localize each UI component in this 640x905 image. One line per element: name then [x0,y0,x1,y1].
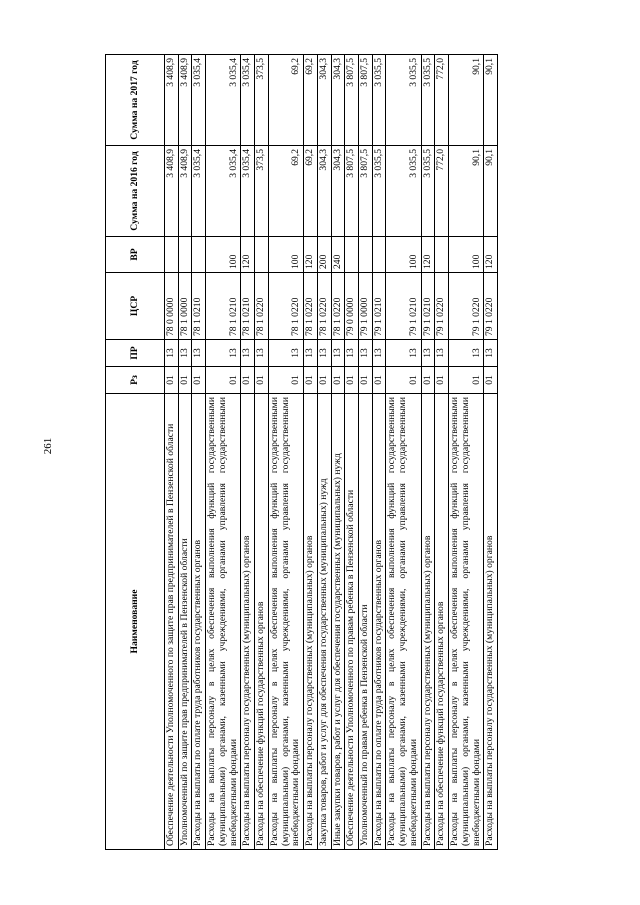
cell-sum-2016: 373,5 [255,146,269,237]
table-row [331,55,345,850]
cell-sum-2016: 304,3 [317,146,331,237]
cell-csr: 78 1 0220 [304,273,318,340]
cell-sum-2016: 3 035,4 [241,146,255,237]
cell-name: Расходы на выплаты персоналу в целях обеспечения выполнения функций государственными (муниципальными) органами, казенными учреждениями, органами управления государственными внебюджетными фондами [386,394,421,850]
cell-rz: 01 [268,367,303,394]
cell-name: Расходы на выплаты персоналу государственных (муниципальных) органов [484,394,498,850]
budget-table [105,54,498,850]
cell-vr: 200 [317,237,331,273]
table-row [359,55,373,850]
cell-csr: 78 1 0220 [331,273,345,340]
cell-vr: 120 [241,237,255,273]
cell-pr: 13 [372,340,386,367]
cell-vr: 120 [484,237,498,273]
cell-pr: 13 [255,340,269,367]
cell-pr: 13 [304,340,318,367]
cell-csr: 79 1 0210 [372,273,386,340]
cell-vr: 100 [268,237,303,273]
cell-name: Расходы на выплаты персоналу государственных (муниципальных) органов [421,394,435,850]
cell-rz: 01 [372,367,386,394]
cell-sum-2017: 3 035,4 [241,55,255,146]
cell-name: Обеспечение деятельности Уполномоченного по защите прав предпринимателей в Пензенской области [165,394,179,850]
cell-name: Уполномоченный по правам ребенка в Пензенской области [359,394,373,850]
cell-csr: 79 1 0220 [484,273,498,340]
table-row [345,55,359,850]
table-row [484,55,498,850]
cell-rz: 01 [359,367,373,394]
cell-sum-2017: 3 035,5 [372,55,386,146]
cell-csr: 79 1 0220 [435,273,449,340]
cell-csr: 78 1 0210 [192,273,206,340]
cell-sum-2016: 3 408,9 [165,146,179,237]
cell-vr: 100 [386,237,421,273]
cell-rz: 01 [206,367,241,394]
cell-sum-2016: 3 807,5 [359,146,373,237]
cell-name: Расходы на выплаты персоналу в целях обеспечения выполнения функций государственными (муниципальными) органами, казенными учреждениями, органами управления государственными внебюджетными фондами [449,394,484,850]
cell-csr: 78 1 0210 [241,273,255,340]
cell-rz: 01 [484,367,498,394]
cell-vr: 120 [421,237,435,273]
cell-name: Расходы на обеспечение функций государственных органов [255,394,269,850]
header-csr: ЦСР [106,273,165,340]
cell-sum-2017: 3 035,5 [386,55,421,146]
cell-csr: 79 1 0210 [386,273,421,340]
cell-sum-2016: 304,3 [331,146,345,237]
table-row [255,55,269,850]
table-row [317,55,331,850]
cell-name: Расходы на выплаты персоналу государственных (муниципальных) органов [241,394,255,850]
cell-sum-2016: 3 035,5 [372,146,386,237]
cell-vr [345,237,359,273]
cell-rz: 01 [192,367,206,394]
cell-rz: 01 [331,367,345,394]
cell-sum-2017: 772,0 [435,55,449,146]
table-row [206,55,241,850]
table-row [304,55,318,850]
table-row [386,55,421,850]
cell-rz: 01 [435,367,449,394]
cell-csr: 78 1 0210 [206,273,241,340]
cell-pr: 13 [268,340,303,367]
cell-csr: 79 1 0220 [449,273,484,340]
cell-pr: 13 [317,340,331,367]
header-name: Наименование [106,394,165,850]
cell-name: Расходы на выплаты персоналу в целях обеспечения выполнения функций государственными (муниципальными) органами, казенными учреждениями, органами управления государственными внебюджетными фондами [206,394,241,850]
cell-sum-2017: 3 807,5 [345,55,359,146]
cell-name: Расходы на выплаты персоналу в целях обеспечения выполнения функций государственными (муниципальными) органами, казенными учреждениями, органами управления государственными внебюджетными фондами [268,394,303,850]
cell-name: Расходы на выплаты по оплате труда работников государственных органов [192,394,206,850]
cell-sum-2017: 3 807,5 [359,55,373,146]
cell-vr: 100 [206,237,241,273]
cell-sum-2017: 304,3 [331,55,345,146]
table-body [165,55,498,850]
cell-sum-2017: 304,3 [317,55,331,146]
cell-sum-2016: 90,1 [449,146,484,237]
cell-sum-2017: 3 035,4 [192,55,206,146]
header-rz: Рз [106,367,165,394]
cell-vr [192,237,206,273]
cell-pr: 13 [386,340,421,367]
header-vr: ВР [106,237,165,273]
cell-pr: 13 [345,340,359,367]
cell-name: Расходы на обеспечение функций государственных органов [435,394,449,850]
cell-sum-2016: 3 035,4 [206,146,241,237]
cell-vr [165,237,179,273]
cell-csr: 78 1 0220 [255,273,269,340]
cell-csr: 78 0 0000 [165,273,179,340]
table-row [268,55,303,850]
cell-csr: 79 1 0000 [359,273,373,340]
table-row [421,55,435,850]
cell-sum-2016: 3 035,5 [421,146,435,237]
header-sum-2016: Сумма на 2016 год [106,146,165,237]
cell-vr: 240 [331,237,345,273]
cell-sum-2016: 3 035,4 [192,146,206,237]
cell-pr: 13 [206,340,241,367]
cell-pr: 13 [484,340,498,367]
cell-sum-2017: 3 408,9 [178,55,192,146]
table-row [435,55,449,850]
cell-sum-2016: 69,2 [304,146,318,237]
cell-sum-2016: 90,1 [484,146,498,237]
cell-sum-2017: 3 035,5 [421,55,435,146]
cell-sum-2017: 69,2 [268,55,303,146]
header-sum-2017: Сумма на 2017 год [106,55,165,146]
header-pr: ПР [106,340,165,367]
cell-vr: 100 [449,237,484,273]
cell-vr [255,237,269,273]
cell-pr: 13 [165,340,179,367]
cell-name: Закупка товаров, работ и услуг для обеспечения государственных (муниципальных) нужд [317,394,331,850]
table-row [178,55,192,850]
cell-rz: 01 [255,367,269,394]
cell-sum-2017: 90,1 [449,55,484,146]
table-row [192,55,206,850]
table-row [241,55,255,850]
cell-csr: 78 1 0000 [178,273,192,340]
cell-vr [372,237,386,273]
cell-sum-2016: 3 807,5 [345,146,359,237]
cell-rz: 01 [345,367,359,394]
cell-pr: 13 [435,340,449,367]
cell-pr: 13 [421,340,435,367]
cell-rz: 01 [304,367,318,394]
cell-sum-2016: 3 035,5 [386,146,421,237]
cell-vr: 120 [304,237,318,273]
cell-sum-2017: 69,2 [304,55,318,146]
cell-name: Расходы на выплаты по оплате труда работников государственных органов [372,394,386,850]
cell-pr: 13 [178,340,192,367]
cell-pr: 13 [359,340,373,367]
cell-pr: 13 [449,340,484,367]
cell-rz: 01 [241,367,255,394]
table-row [165,55,179,850]
cell-sum-2017: 3 408,9 [165,55,179,146]
cell-name: Иные закупки товаров, работ и услуг для обеспечения государственных (муниципальных) нужд [331,394,345,850]
cell-vr [359,237,373,273]
cell-csr: 79 1 0210 [421,273,435,340]
cell-sum-2017: 90,1 [484,55,498,146]
cell-sum-2016: 3 408,9 [178,146,192,237]
cell-csr: 79 0 0000 [345,273,359,340]
cell-name: Уполномоченный по защите прав предпринимателей в Пензенской области [178,394,192,850]
cell-rz: 01 [178,367,192,394]
table-header-row [106,55,165,850]
cell-pr: 13 [331,340,345,367]
cell-sum-2016: 69,2 [268,146,303,237]
cell-name: Обеспечение деятельности Уполномоченного по правам ребенка в Пензенской области [345,394,359,850]
cell-rz: 01 [165,367,179,394]
cell-csr: 78 1 0220 [268,273,303,340]
cell-sum-2017: 373,5 [255,55,269,146]
cell-rz: 01 [449,367,484,394]
cell-rz: 01 [317,367,331,394]
cell-vr [178,237,192,273]
table-row [449,55,484,850]
table-row [372,55,386,850]
cell-pr: 13 [192,340,206,367]
cell-sum-2017: 3 035,4 [206,55,241,146]
page-number: 261 [42,437,54,455]
cell-vr [435,237,449,273]
cell-rz: 01 [421,367,435,394]
budget-table-container [105,55,570,850]
cell-pr: 13 [241,340,255,367]
cell-csr: 78 1 0220 [317,273,331,340]
cell-rz: 01 [386,367,421,394]
cell-name: Расходы на выплаты персоналу государственных (муниципальных) органов [304,394,318,850]
cell-sum-2016: 772,0 [435,146,449,237]
